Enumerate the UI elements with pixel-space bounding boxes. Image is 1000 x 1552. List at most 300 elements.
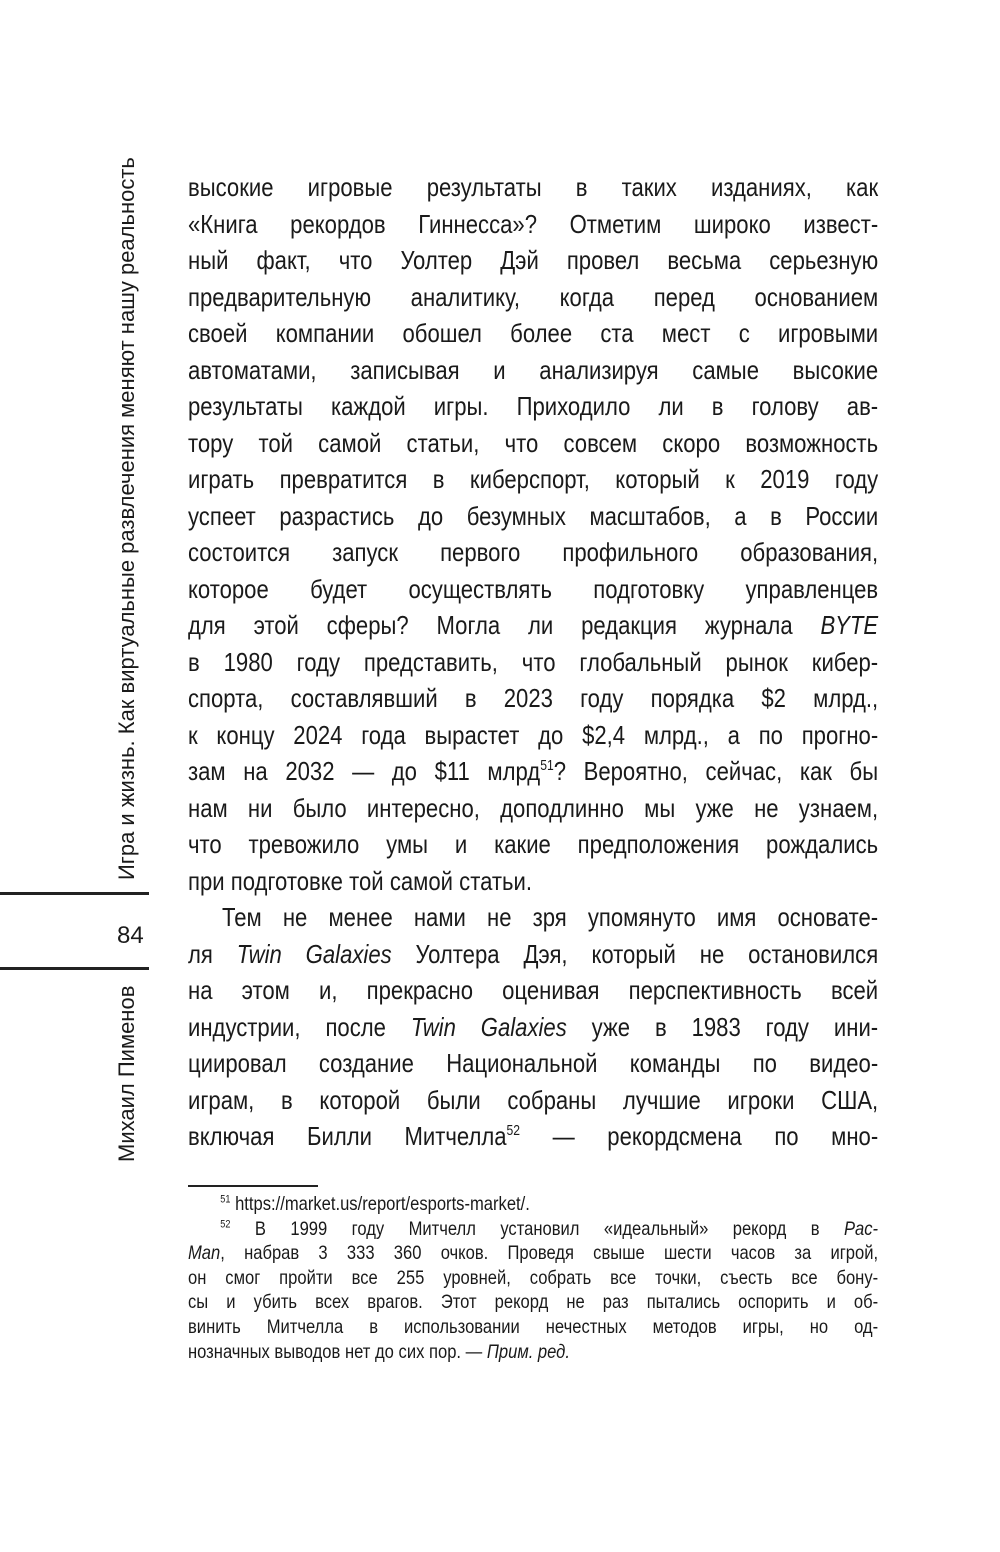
word: доподлинно — [500, 792, 624, 823]
word: спорта, — [188, 683, 264, 713]
text-line — [188, 352, 878, 389]
text-line — [188, 242, 878, 279]
word: той — [258, 427, 293, 458]
word: млрд$^{51}$? — [487, 756, 567, 786]
word: как — [799, 756, 832, 786]
word: уровней, — [443, 1266, 511, 1289]
word: уже — [695, 792, 734, 823]
word: Проведя — [507, 1242, 574, 1265]
word: самой — [318, 427, 382, 458]
word: но — [809, 1315, 829, 1338]
word: состоится — [188, 537, 291, 567]
word: предположения — [577, 829, 740, 859]
word: ли — [658, 391, 684, 421]
word: записывая — [350, 354, 460, 385]
word: было — [292, 792, 347, 823]
word: составлявший — [290, 683, 438, 713]
word: игры. — [433, 391, 489, 421]
text-line — [188, 790, 878, 827]
word: очков. — [440, 1242, 489, 1265]
word: своей — [188, 318, 248, 348]
word: и — [226, 1291, 236, 1314]
text-line — [188, 1045, 878, 1082]
word: часов — [730, 1242, 776, 1265]
word: упомянуто — [587, 902, 696, 932]
word: до — [375, 1340, 394, 1363]
text-line — [188, 206, 878, 243]
word: результаты — [426, 172, 542, 202]
word: циировал — [188, 1048, 287, 1078]
word: пройти — [279, 1266, 333, 1289]
word: в — [575, 172, 588, 202]
word: основанием — [754, 281, 879, 312]
word: мест — [661, 318, 711, 348]
word: не — [699, 938, 725, 969]
word: уже — [591, 1011, 631, 1042]
word: Вероятно, — [583, 756, 688, 786]
word: Отметим — [569, 208, 662, 239]
word: за — [794, 1242, 812, 1265]
word: к — [725, 464, 735, 494]
word: нами — [413, 902, 466, 932]
word: и — [493, 354, 506, 385]
word: успеет — [188, 500, 256, 531]
word: в — [464, 683, 477, 713]
word: индустрии, — [188, 1011, 301, 1042]
word: команды — [629, 1048, 721, 1078]
word: млрд., — [643, 719, 709, 750]
word: что — [188, 829, 222, 859]
word: https://market.us/report/esports-market/. — [235, 1193, 530, 1215]
word: собраны — [507, 1084, 597, 1115]
word: в — [432, 464, 445, 494]
word: после — [325, 1011, 386, 1042]
word: перед — [653, 281, 715, 312]
footnote-ref[interactable]: 51 — [220, 1193, 231, 1206]
word: высокие — [792, 354, 879, 385]
word: нам — [188, 792, 228, 823]
word — [220, 1217, 230, 1242]
word: рекордсмена — [607, 1121, 742, 1151]
word: которой — [319, 1084, 401, 1115]
word: образования, — [740, 537, 879, 567]
word: пор. — [429, 1340, 462, 1363]
word: когда — [559, 281, 615, 312]
word: тору — [188, 427, 234, 458]
word: Man, — [188, 1242, 225, 1265]
word: этой — [253, 610, 299, 640]
text-line — [188, 717, 878, 754]
word: более — [510, 318, 573, 348]
word: ини- — [833, 1011, 879, 1042]
word: а — [727, 719, 740, 750]
word: как — [846, 172, 879, 202]
footnote-line — [188, 1340, 878, 1365]
footnote-line — [188, 1315, 878, 1340]
word: до — [538, 719, 564, 750]
word: перспективность — [628, 975, 802, 1005]
footnote-line — [188, 1192, 878, 1217]
word: Гиннесса»? — [418, 208, 538, 239]
word: нет — [344, 1340, 371, 1363]
word: Митчелл — [408, 1217, 476, 1240]
word: компании — [275, 318, 375, 348]
footnotes — [188, 1192, 1000, 1364]
word: какие — [494, 829, 551, 859]
text-line — [188, 607, 878, 644]
word: рождались — [766, 829, 879, 859]
footnote-line — [188, 1266, 878, 1291]
word: ный — [188, 245, 229, 275]
word: 1983 — [691, 1011, 741, 1042]
word: для — [188, 610, 226, 640]
word: мы — [644, 792, 676, 823]
word: на — [188, 975, 213, 1005]
word: $11 — [434, 756, 470, 786]
word: Twin — [410, 1011, 456, 1042]
body-text — [188, 169, 1000, 1155]
word: ред. — [537, 1340, 570, 1363]
word: зря — [532, 902, 567, 932]
word: видео- — [809, 1048, 879, 1078]
word: обошел — [402, 318, 482, 348]
word: Могла — [436, 610, 501, 640]
text-line — [188, 425, 878, 462]
word: той — [349, 865, 384, 896]
word: не — [566, 1291, 585, 1314]
word: были — [426, 1084, 481, 1115]
text-line — [188, 498, 878, 535]
word: млрд., — [813, 683, 879, 713]
word: вырастет — [424, 719, 520, 750]
word: сих — [398, 1340, 425, 1363]
word: ни — [247, 792, 273, 823]
word: раз — [602, 1291, 629, 1314]
word: на — [243, 756, 268, 786]
word: рекордов — [290, 208, 386, 239]
word: подготовку — [593, 573, 705, 604]
word: порядка — [650, 683, 735, 713]
word: аналитику, — [410, 281, 521, 312]
word: кибер- — [811, 646, 879, 677]
text-line — [188, 461, 878, 498]
word: Прим. — [486, 1340, 534, 1363]
word: статьи. — [459, 865, 533, 896]
word: что — [338, 245, 373, 275]
word: прогно- — [801, 719, 879, 750]
text-line — [188, 680, 878, 717]
word: и, — [318, 975, 338, 1005]
word: сы — [188, 1291, 209, 1314]
word: «Книга — [188, 208, 258, 239]
word: Дэя, — [523, 938, 568, 969]
divider-top — [0, 892, 149, 895]
word: зам — [188, 756, 226, 786]
text-line — [188, 169, 878, 206]
word: и — [826, 1291, 836, 1314]
text-line — [188, 863, 878, 900]
word: не — [754, 792, 779, 823]
word: Митчелла$^{52}$ — [404, 1121, 521, 1151]
word: голову — [751, 391, 819, 421]
word: факт, — [256, 245, 311, 275]
word: 2023 — [503, 683, 553, 713]
word: умы — [386, 829, 429, 859]
text-line — [188, 644, 878, 681]
word: который — [615, 464, 700, 494]
word: бы — [849, 756, 879, 786]
text-line — [188, 1118, 878, 1155]
word: винить — [188, 1315, 241, 1338]
word: од- — [854, 1315, 879, 1338]
word: лучшие — [622, 1084, 701, 1115]
word: нечестных — [545, 1315, 627, 1338]
word: профильного — [562, 537, 699, 567]
word: самой — [389, 865, 454, 896]
word: ста — [600, 318, 634, 348]
word: сейчас, — [705, 756, 783, 786]
word: выводов — [274, 1340, 341, 1363]
word: запуск — [332, 537, 399, 567]
word: в — [280, 1084, 293, 1115]
word: Митчелла — [266, 1315, 344, 1338]
word: году — [765, 1011, 809, 1042]
word: Pac- — [844, 1217, 879, 1240]
word: которое — [188, 573, 269, 604]
word: Galaxies — [305, 938, 392, 969]
word: году — [351, 1217, 385, 1240]
word: разрастись — [279, 500, 395, 531]
word: методов — [652, 1315, 717, 1338]
word: он — [188, 1266, 207, 1289]
text-line — [188, 826, 878, 863]
word: Тем — [222, 902, 262, 932]
word: шести — [663, 1242, 712, 1265]
word: журнала — [704, 610, 793, 640]
word: рекорд — [494, 1291, 549, 1314]
word: высокие — [188, 172, 274, 202]
word: игровые — [307, 172, 393, 202]
word: игры, — [742, 1315, 784, 1338]
word: в — [810, 1217, 820, 1240]
word: киберспорт, — [469, 464, 590, 494]
word: который — [591, 938, 676, 969]
footnote-rule — [188, 1185, 318, 1187]
word: Дэй — [500, 245, 539, 275]
word: нозначных — [188, 1340, 270, 1363]
word: будет — [310, 573, 368, 604]
word: России — [805, 500, 879, 531]
word: всей — [830, 975, 879, 1005]
word: игрой, — [830, 1242, 879, 1265]
footnote-ref[interactable]: 52 — [220, 1218, 231, 1231]
word: каждой — [330, 391, 406, 421]
text-line — [188, 972, 878, 1009]
word: BYTE — [820, 610, 879, 640]
word: 255 — [396, 1266, 425, 1289]
text-line — [188, 279, 878, 316]
word: до — [417, 500, 444, 531]
word — [220, 1192, 230, 1217]
word: 360 — [393, 1242, 422, 1265]
word: В — [254, 1217, 266, 1240]
word: превратится — [279, 464, 408, 494]
text-line — [188, 388, 878, 425]
word: оценивая — [502, 975, 600, 1005]
word: ли — [528, 610, 554, 640]
word: пытались — [646, 1291, 721, 1314]
word: к — [188, 719, 198, 750]
word: Twin — [236, 938, 282, 969]
footnote-line — [188, 1241, 878, 1266]
word: смог — [225, 1266, 261, 1289]
word: об- — [853, 1291, 879, 1314]
word: мно- — [831, 1121, 879, 1151]
word: в — [654, 1011, 667, 1042]
word: в — [711, 391, 724, 421]
text-line — [188, 534, 878, 571]
word: до — [391, 756, 417, 786]
word: менее — [328, 902, 393, 932]
word: концу — [216, 719, 275, 750]
word: создание — [318, 1048, 414, 1078]
word: бону- — [836, 1266, 879, 1289]
word: управленцев — [745, 573, 879, 604]
word: безумных — [466, 500, 566, 531]
word: узнаем, — [798, 792, 879, 823]
word: тревожило — [248, 829, 360, 859]
word: году — [296, 646, 341, 677]
word: по — [752, 1048, 777, 1078]
word: — — [465, 1340, 483, 1363]
word: имя — [716, 902, 757, 932]
word: предварительную — [188, 281, 372, 312]
word: оспорить — [738, 1291, 809, 1314]
word: что — [504, 427, 539, 458]
word: 2032 — [285, 756, 335, 786]
word: с — [738, 318, 750, 348]
word: в — [188, 646, 200, 677]
word: изданиях, — [711, 172, 812, 202]
word: убить — [253, 1291, 298, 1314]
text-line — [188, 315, 878, 352]
text-line — [188, 753, 878, 790]
word: играть — [188, 464, 255, 494]
word: игровыми — [777, 318, 879, 348]
word: прекрасно — [366, 975, 474, 1005]
word: врагов. — [367, 1291, 423, 1314]
word: анализируя — [539, 354, 659, 385]
word: этом — [241, 975, 290, 1005]
word: интересно, — [366, 792, 480, 823]
word: все — [351, 1266, 378, 1289]
text-line — [188, 899, 878, 936]
word: Приходило — [516, 391, 631, 421]
author-name: Михаил Пименов — [114, 985, 139, 1162]
word: году — [834, 464, 879, 494]
word: установил — [500, 1217, 580, 1240]
word: 1999 — [290, 1217, 328, 1240]
word: ав- — [846, 391, 879, 421]
word: набрав — [244, 1242, 300, 1265]
word: глобальный — [579, 646, 702, 677]
word: статьи, — [406, 427, 480, 458]
word: рынок — [725, 646, 788, 677]
text-line — [188, 936, 878, 973]
word: извест- — [803, 208, 879, 239]
word: точки, — [655, 1266, 702, 1289]
word: 1980 — [223, 646, 273, 677]
word: представить, — [363, 646, 498, 677]
word: Этот — [440, 1291, 477, 1314]
word: а — [734, 500, 747, 531]
running-head: Игра и жизнь. Как виртуальные развлечения меняют нашу реальность — [114, 157, 139, 880]
word: Билли — [306, 1121, 372, 1151]
word: «идеальный» — [603, 1217, 709, 1240]
footnote-line — [188, 1217, 878, 1242]
footnote-ref[interactable]: 51 — [540, 758, 554, 774]
word: осуществлять — [408, 573, 552, 604]
text-line — [188, 1082, 878, 1119]
word: свыше — [593, 1242, 645, 1265]
word: что — [521, 646, 556, 677]
word: — — [352, 756, 375, 786]
word: съесть — [720, 1266, 773, 1289]
word: скоро — [662, 427, 721, 458]
word: $2,4 — [582, 719, 626, 750]
word: масштабов, — [589, 500, 711, 531]
word: $2 — [761, 683, 786, 713]
word: — — [552, 1121, 575, 1151]
footnote-ref[interactable]: 52 — [506, 1123, 521, 1139]
word: года — [361, 719, 406, 750]
text-line — [188, 571, 878, 608]
word: включая — [188, 1121, 275, 1151]
divider-bottom — [0, 967, 149, 970]
word: редакция — [581, 610, 678, 640]
footnote-line — [188, 1290, 878, 1315]
word: широко — [693, 208, 771, 239]
word: серьезную — [769, 245, 879, 275]
word: по — [774, 1121, 799, 1151]
word: 2024 — [293, 719, 343, 750]
word: ля — [188, 938, 213, 969]
word: по — [758, 719, 783, 750]
word: Galaxies — [480, 1011, 567, 1042]
word: не — [486, 902, 512, 932]
word: 333 — [346, 1242, 375, 1265]
word: провел — [566, 245, 640, 275]
word: и — [454, 829, 468, 859]
word: 3 — [318, 1242, 328, 1265]
word: году — [580, 683, 624, 713]
word: не — [282, 902, 308, 932]
word: все — [791, 1266, 818, 1289]
word: играм, — [188, 1084, 255, 1115]
word: совсем — [563, 427, 638, 458]
word: 2019 — [760, 464, 810, 494]
word: первого — [440, 537, 521, 567]
word: возможность — [745, 427, 879, 458]
word: результаты — [188, 391, 303, 421]
word: всех — [315, 1291, 350, 1314]
word: в — [770, 500, 782, 531]
word: рекорд — [732, 1217, 787, 1240]
word: автоматами, — [188, 354, 317, 385]
word: остановился — [748, 938, 879, 969]
word: Национальной — [446, 1048, 598, 1078]
word: подготовке — [230, 865, 343, 896]
